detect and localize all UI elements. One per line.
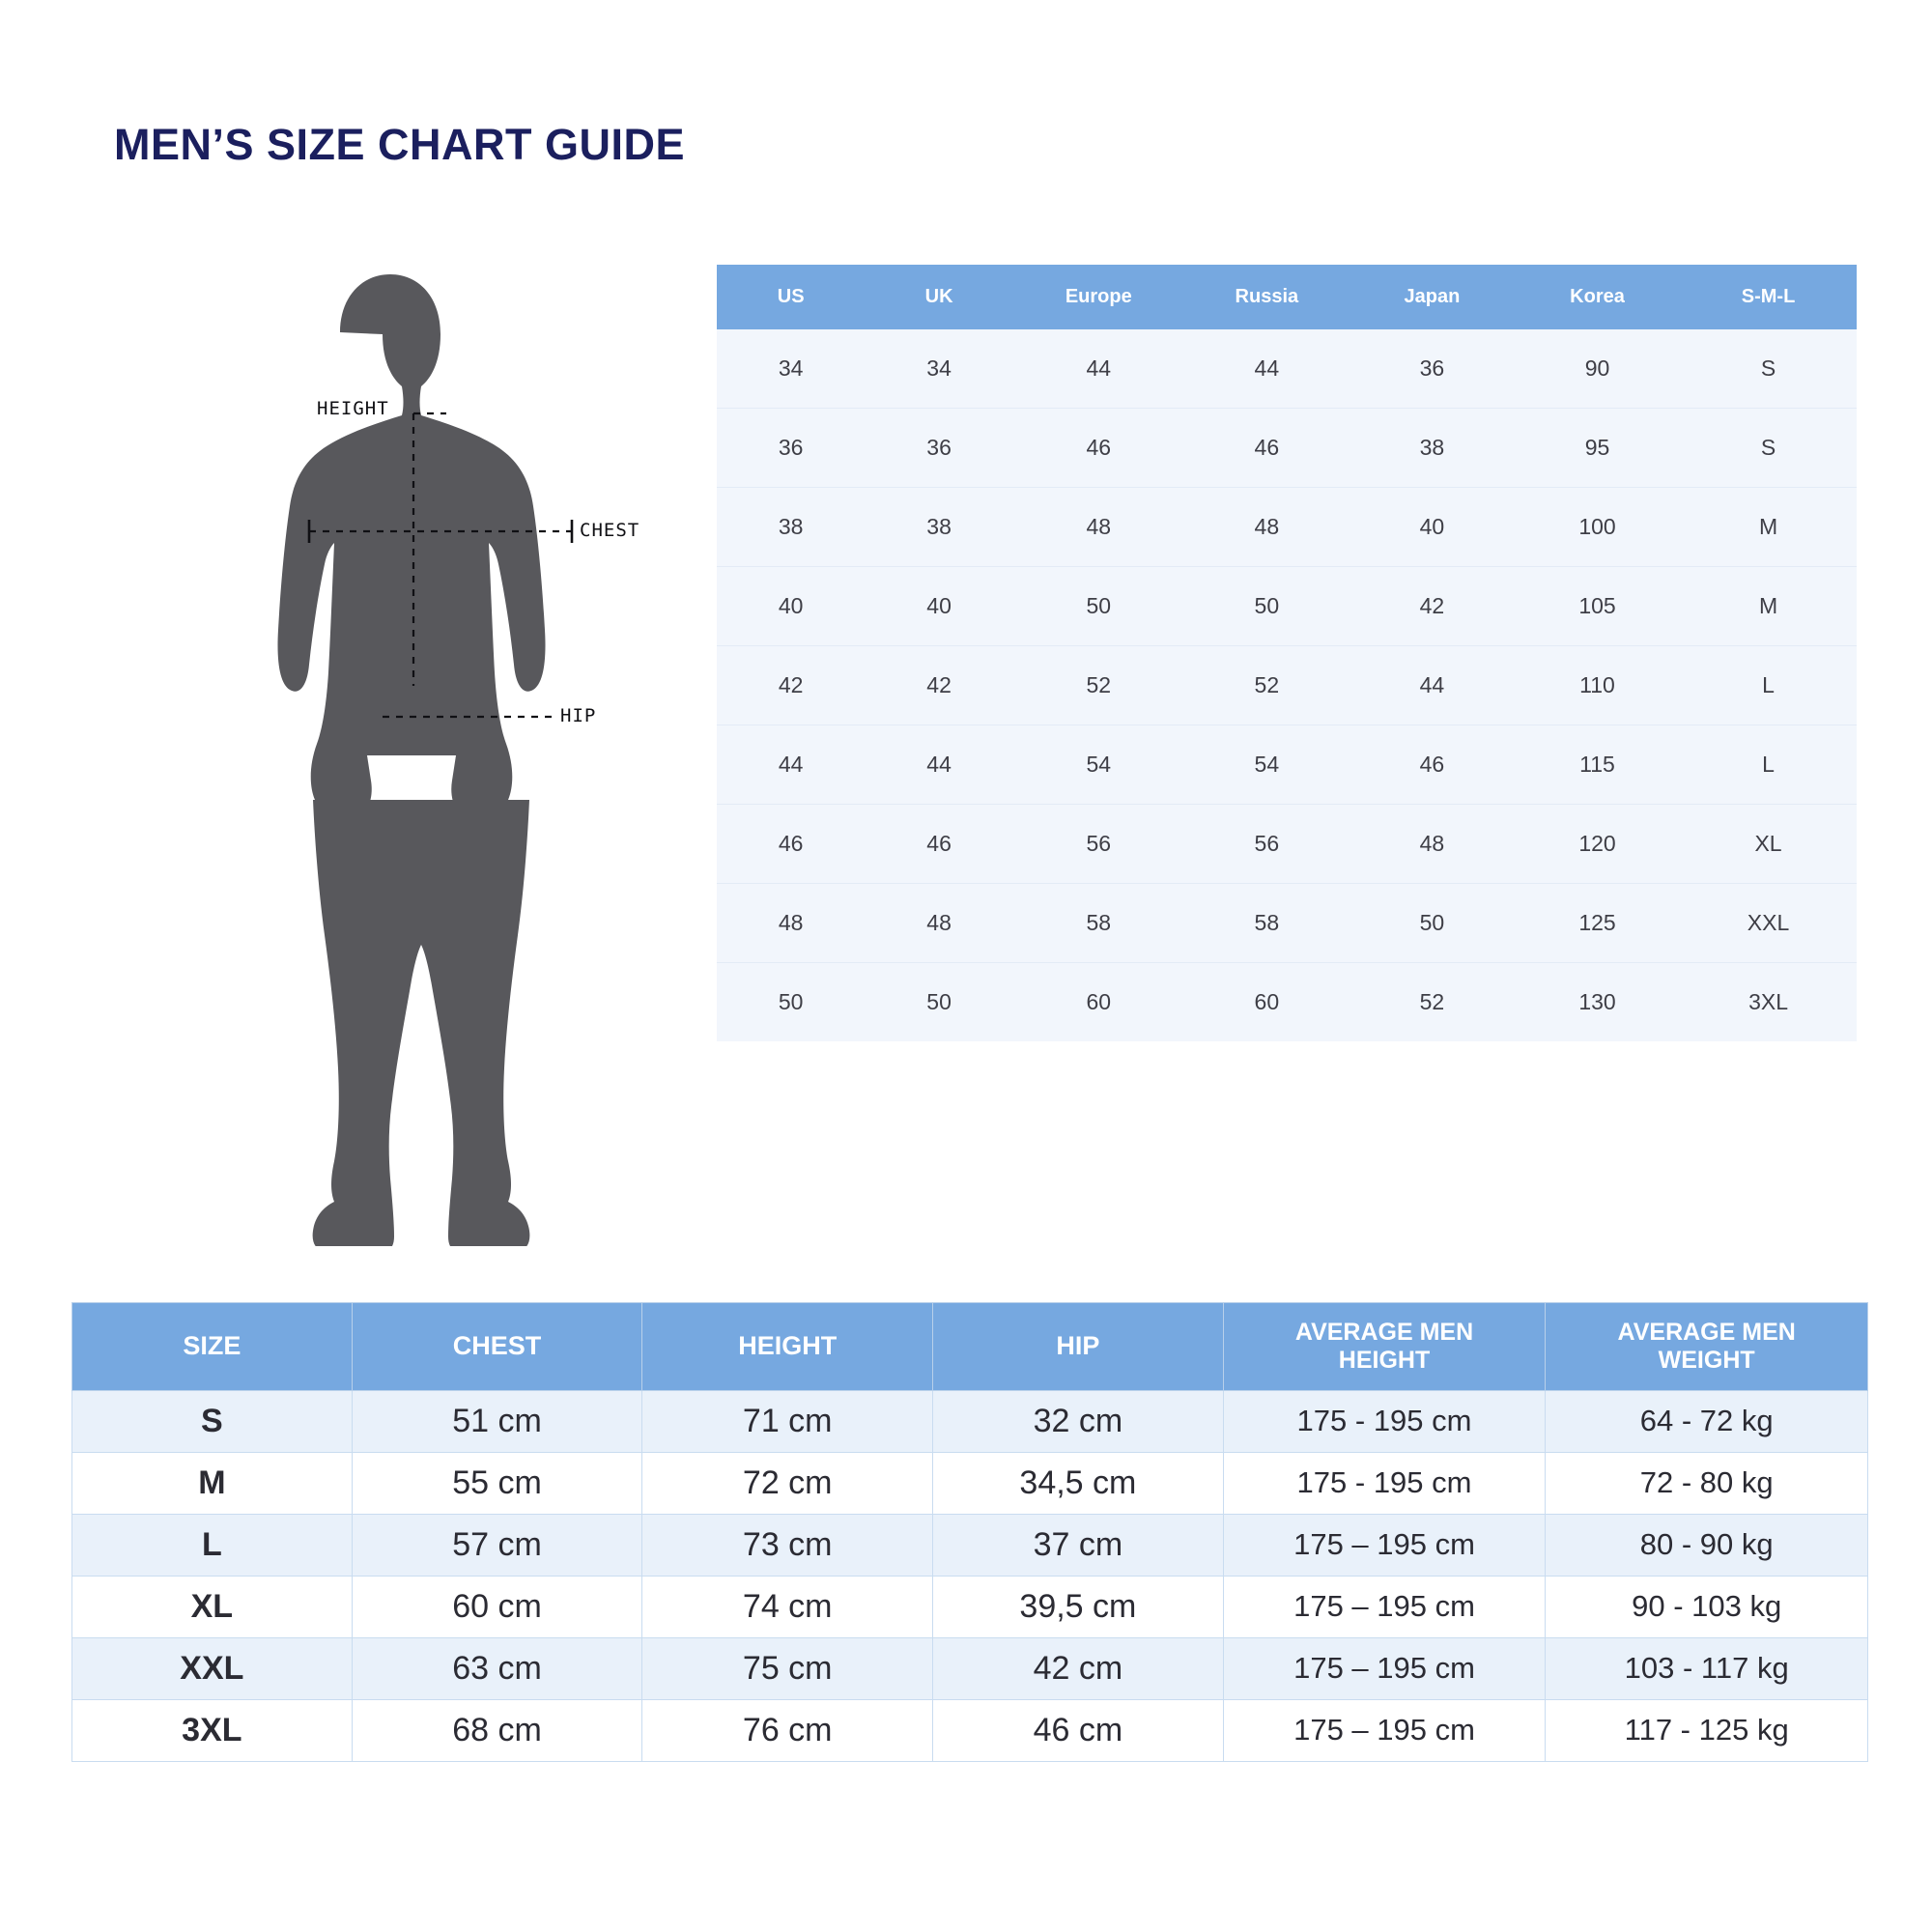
cell-average-weight: 90 - 103 kg — [1546, 1576, 1868, 1637]
cell-korea: 120 — [1515, 805, 1680, 884]
cell-us: 48 — [717, 884, 865, 963]
cell-sml: 3XL — [1680, 963, 1857, 1042]
cell-average-height: 175 – 195 cm — [1223, 1637, 1546, 1699]
cell-sml: L — [1680, 646, 1857, 725]
cell-russia: 60 — [1184, 963, 1350, 1042]
column-header-average-men-height — [1223, 1303, 1546, 1391]
cell-sml: M — [1680, 567, 1857, 646]
cell-sml: S — [1680, 329, 1857, 409]
cell-uk: 44 — [865, 725, 1012, 805]
cell-average-weight: 103 - 117 kg — [1546, 1637, 1868, 1699]
table-row — [717, 963, 1857, 1042]
cell-korea: 130 — [1515, 963, 1680, 1042]
column-header-average-men-weight — [1546, 1303, 1868, 1391]
column-header-chest: CHEST — [352, 1303, 642, 1391]
cell-russia: 54 — [1184, 725, 1350, 805]
cell-average-height: 175 – 195 cm — [1223, 1514, 1546, 1576]
cell-europe: 44 — [1013, 329, 1184, 409]
avg-weight-line1: AVERAGE MEN — [1617, 1319, 1796, 1346]
cell-japan: 52 — [1350, 963, 1515, 1042]
cell-japan: 40 — [1350, 488, 1515, 567]
column-header-sml: S-M-L — [1680, 265, 1857, 329]
cell-japan: 44 — [1350, 646, 1515, 725]
cell-europe: 50 — [1013, 567, 1184, 646]
column-header-hip: HIP — [933, 1303, 1224, 1391]
avg-height-line1: AVERAGE MEN — [1294, 1319, 1474, 1346]
cell-korea: 110 — [1515, 646, 1680, 725]
table-row — [72, 1576, 1868, 1637]
cell-japan: 42 — [1350, 567, 1515, 646]
cell-chest: 51 cm — [352, 1390, 642, 1452]
cell-average-weight: 64 - 72 kg — [1546, 1390, 1868, 1452]
cell-height: 73 cm — [642, 1514, 933, 1576]
cell-uk: 34 — [865, 329, 1012, 409]
cell-sml: XL — [1680, 805, 1857, 884]
column-header-height: HEIGHT — [642, 1303, 933, 1391]
cell-height: 75 cm — [642, 1637, 933, 1699]
cell-height: 72 cm — [642, 1452, 933, 1514]
body-figure — [193, 270, 696, 1246]
cell-average-height: 175 – 195 cm — [1223, 1699, 1546, 1761]
cell-us: 40 — [717, 567, 865, 646]
cell-japan: 38 — [1350, 409, 1515, 488]
cell-average-weight: 80 - 90 kg — [1546, 1514, 1868, 1576]
table-row — [72, 1452, 1868, 1514]
cell-size: XXL — [72, 1637, 353, 1699]
international-size-table — [717, 265, 1857, 1041]
cell-korea: 90 — [1515, 329, 1680, 409]
figure-label-hip: HIP — [560, 705, 597, 726]
table-row — [72, 1699, 1868, 1761]
table-row — [72, 1637, 1868, 1699]
cell-uk: 48 — [865, 884, 1012, 963]
cell-hip: 32 cm — [933, 1390, 1224, 1452]
table-row — [717, 725, 1857, 805]
table-row — [72, 1390, 1868, 1452]
table-row — [717, 567, 1857, 646]
column-header-size: SIZE — [72, 1303, 353, 1391]
cell-korea: 115 — [1515, 725, 1680, 805]
cell-us: 34 — [717, 329, 865, 409]
measurement-table — [71, 1302, 1868, 1762]
cell-russia: 50 — [1184, 567, 1350, 646]
cell-size: 3XL — [72, 1699, 353, 1761]
cell-japan: 50 — [1350, 884, 1515, 963]
cell-sml: S — [1680, 409, 1857, 488]
cell-sml: M — [1680, 488, 1857, 567]
cell-size: S — [72, 1390, 353, 1452]
cell-size: L — [72, 1514, 353, 1576]
cell-size: M — [72, 1452, 353, 1514]
cell-uk: 42 — [865, 646, 1012, 725]
cell-height: 74 cm — [642, 1576, 933, 1637]
cell-average-height: 175 - 195 cm — [1223, 1390, 1546, 1452]
cell-europe: 46 — [1013, 409, 1184, 488]
avg-height-line2: HEIGHT — [1338, 1346, 1431, 1374]
cell-us: 50 — [717, 963, 865, 1042]
cell-chest: 55 cm — [352, 1452, 642, 1514]
cell-uk: 40 — [865, 567, 1012, 646]
cell-japan: 46 — [1350, 725, 1515, 805]
table-header-row — [717, 265, 1857, 329]
cell-korea: 105 — [1515, 567, 1680, 646]
table-row — [72, 1514, 1868, 1576]
cell-korea: 100 — [1515, 488, 1680, 567]
figure-label-chest: CHEST — [580, 520, 640, 541]
cell-uk: 50 — [865, 963, 1012, 1042]
column-header-japan: Japan — [1350, 265, 1515, 329]
cell-hip: 42 cm — [933, 1637, 1224, 1699]
cell-hip: 37 cm — [933, 1514, 1224, 1576]
cell-japan: 48 — [1350, 805, 1515, 884]
avg-weight-line2: WEIGHT — [1658, 1346, 1755, 1374]
cell-russia: 52 — [1184, 646, 1350, 725]
cell-europe: 58 — [1013, 884, 1184, 963]
cell-us: 36 — [717, 409, 865, 488]
column-header-us: US — [717, 265, 865, 329]
cell-chest: 63 cm — [352, 1637, 642, 1699]
cell-uk: 38 — [865, 488, 1012, 567]
table-row — [717, 488, 1857, 567]
cell-us: 42 — [717, 646, 865, 725]
cell-russia: 44 — [1184, 329, 1350, 409]
cell-chest: 60 cm — [352, 1576, 642, 1637]
cell-russia: 48 — [1184, 488, 1350, 567]
cell-korea: 95 — [1515, 409, 1680, 488]
cell-europe: 60 — [1013, 963, 1184, 1042]
cell-us: 46 — [717, 805, 865, 884]
silhouette-shape — [278, 274, 546, 1246]
cell-korea: 125 — [1515, 884, 1680, 963]
cell-europe: 54 — [1013, 725, 1184, 805]
cell-japan: 36 — [1350, 329, 1515, 409]
column-header-uk: UK — [865, 265, 1012, 329]
column-header-europe: Europe — [1013, 265, 1184, 329]
cell-average-height: 175 – 195 cm — [1223, 1576, 1546, 1637]
cell-us: 44 — [717, 725, 865, 805]
cell-average-weight: 117 - 125 kg — [1546, 1699, 1868, 1761]
cell-europe: 52 — [1013, 646, 1184, 725]
column-header-korea: Korea — [1515, 265, 1680, 329]
cell-russia: 46 — [1184, 409, 1350, 488]
table-row — [717, 884, 1857, 963]
table-row — [717, 646, 1857, 725]
cell-size: XL — [72, 1576, 353, 1637]
cell-sml: L — [1680, 725, 1857, 805]
cell-chest: 57 cm — [352, 1514, 642, 1576]
cell-sml: XXL — [1680, 884, 1857, 963]
page-title: MEN’S SIZE CHART GUIDE — [114, 120, 686, 169]
table-row — [717, 329, 1857, 409]
cell-russia: 58 — [1184, 884, 1350, 963]
cell-height: 71 cm — [642, 1390, 933, 1452]
cell-height: 76 cm — [642, 1699, 933, 1761]
cell-uk: 46 — [865, 805, 1012, 884]
cell-chest: 68 cm — [352, 1699, 642, 1761]
table-row — [717, 409, 1857, 488]
table-header-row — [72, 1303, 1868, 1391]
figure-label-height: HEIGHT — [317, 398, 389, 419]
column-header-russia: Russia — [1184, 265, 1350, 329]
table-row — [717, 805, 1857, 884]
cell-europe: 56 — [1013, 805, 1184, 884]
cell-russia: 56 — [1184, 805, 1350, 884]
cell-average-weight: 72 - 80 kg — [1546, 1452, 1868, 1514]
cell-hip: 39,5 cm — [933, 1576, 1224, 1637]
cell-uk: 36 — [865, 409, 1012, 488]
cell-us: 38 — [717, 488, 865, 567]
cell-average-height: 175 - 195 cm — [1223, 1452, 1546, 1514]
cell-hip: 34,5 cm — [933, 1452, 1224, 1514]
cell-hip: 46 cm — [933, 1699, 1224, 1761]
cell-europe: 48 — [1013, 488, 1184, 567]
